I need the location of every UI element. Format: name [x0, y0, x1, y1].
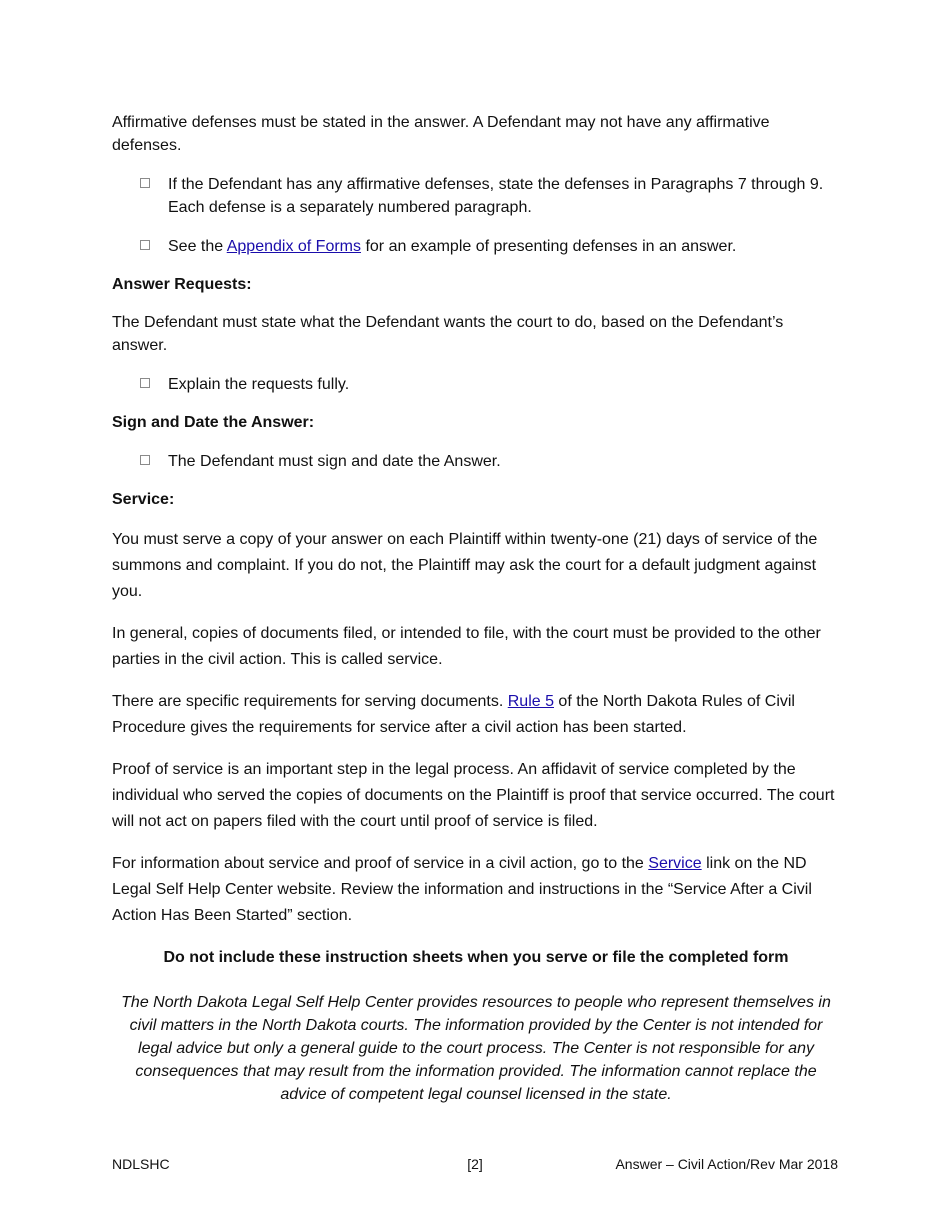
instruction-notice: Do not include these instruction sheets when you serve or file the completed form	[163, 949, 789, 966]
footer-org: NDLSHC	[112, 1156, 170, 1172]
page-footer	[112, 1154, 838, 1174]
checkbox-icon	[140, 378, 150, 388]
defense-bullet-1-text: If the Defendant has any affirmative defenses, state the defenses in Paragraphs 7 through 9. Each defense is a separately numbered paragraph.	[168, 176, 824, 216]
checkbox-icon	[140, 455, 150, 465]
checkbox-icon	[140, 178, 150, 188]
service-paragraph-3	[112, 689, 840, 741]
footer-page-number: [2]	[467, 1156, 483, 1172]
sign-date-bullet	[112, 450, 840, 473]
answer-requests-paragraph: The Defendant must state what the Defendant wants the court to do, based on the Defendant’s answer.	[112, 314, 784, 354]
answer-requests-heading: Answer Requests:	[112, 276, 252, 293]
service-paragraph-2: In general, copies of documents filed, or intended to file, with the court must be provided to the other parties in the civil action. This is called service.	[112, 625, 821, 668]
service-paragraph-5-pre: For information about service and proof of service in a civil action, go to the	[112, 855, 649, 872]
service-paragraph-5	[112, 851, 840, 929]
sign-date-heading: Sign and Date the Answer:	[112, 414, 315, 431]
service-paragraph-4: Proof of service is an important step in the legal process. An affidavit of service completed by the individual who served the copies of documents on the Plaintiff is proof that service occurred. The court will not act on papers filed with the court until proof of service is filed.	[112, 761, 835, 830]
service-paragraph-1: You must serve a copy of your answer on each Plaintiff within twenty-one (21) days of service of the summons and complaint. If you do not, the Plaintiff may ask the court for a default judgment against you.	[112, 531, 818, 600]
service-paragraph-3-post: of the North Dakota Rules of Civil Procedure gives the requirements for service after a civil action has been started.	[112, 693, 795, 736]
intro-paragraph: Affirmative defenses must be stated in the answer. A Defendant may not have any affirmative defenses.	[112, 114, 770, 154]
defense-bullet-2-pre: See the	[168, 238, 227, 255]
answer-requests-bullet	[112, 373, 840, 396]
service-link[interactable]: Service	[648, 855, 702, 872]
appendix-of-forms-link[interactable]: Appendix of Forms	[226, 238, 361, 255]
defense-bullet-1	[112, 173, 840, 219]
disclaimer-paragraph: The North Dakota Legal Self Help Center provides resources to people who represent themselves in civil matters in the North Dakota courts. The information provided by the Center is not intended for legal advice but only a general guide to the court process. The Center is not responsible for any consequences that may result from the information provided. The information cannot replace the advice of competent legal counsel licensed in the state.	[121, 994, 831, 1103]
checkbox-icon	[140, 240, 150, 250]
rule-5-link[interactable]: Rule 5	[507, 693, 554, 710]
document-page	[112, 111, 840, 1106]
footer-form-title: Answer – Civil Action/Rev Mar 2018	[615, 1156, 838, 1172]
service-heading: Service:	[112, 491, 175, 508]
defense-bullet-2-post: for an example of presenting defenses in an answer.	[361, 238, 737, 255]
service-paragraph-3-pre: There are specific requirements for serving documents.	[112, 693, 508, 710]
service-paragraph-5-post: link on the ND Legal Self Help Center website. Review the information and instructions in the “Service After a Civil Action Has Been Started” section.	[112, 855, 812, 924]
sign-date-bullet-text: The Defendant must sign and date the Answer.	[168, 453, 501, 470]
defense-bullet-2	[112, 235, 840, 258]
answer-requests-bullet-text: Explain the requests fully.	[168, 376, 350, 393]
